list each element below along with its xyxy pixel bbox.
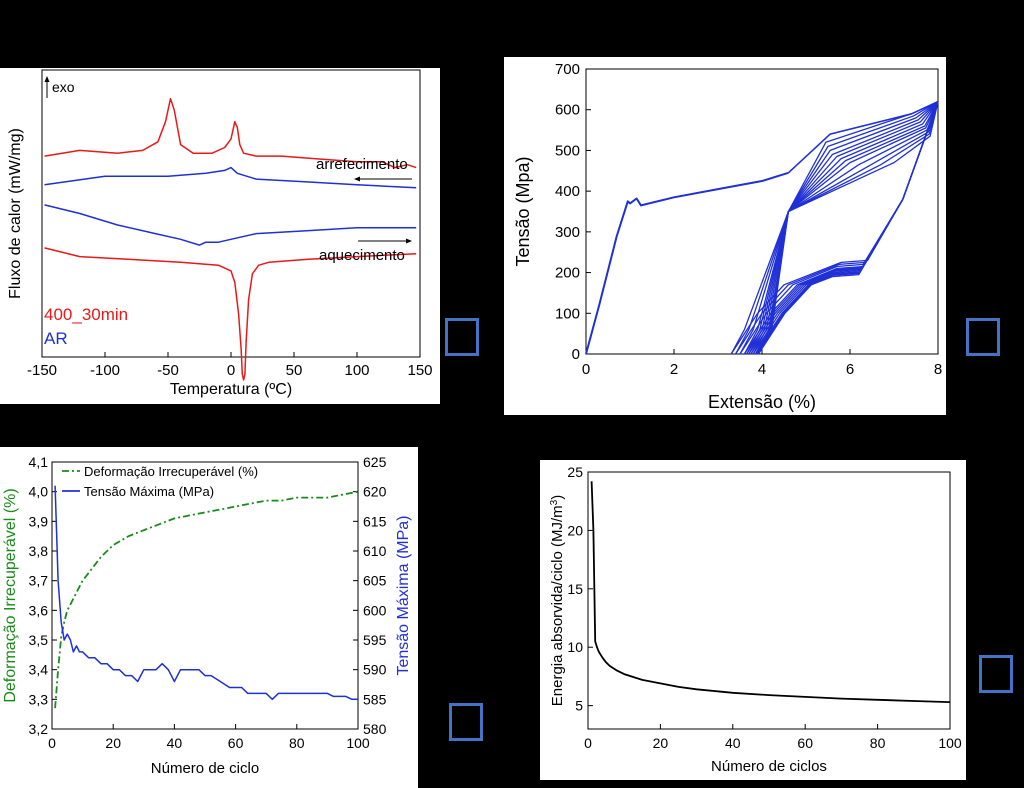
annotation-arrefecimento: arrefecimento <box>316 156 408 173</box>
y-tick-label: 300 <box>554 223 580 241</box>
panel-d-marker <box>979 655 1013 693</box>
y-tick-label: 400 <box>554 183 580 201</box>
x-tick-label: 40 <box>166 735 183 751</box>
y-tick-label: 3,4 <box>28 661 48 678</box>
y2-tick-label: 625 <box>363 454 387 470</box>
stress-strain-chart <box>504 57 946 415</box>
y2-tick-label: 580 <box>363 721 387 737</box>
x-tick-label: 40 <box>725 735 741 751</box>
y-tick-label: 3,5 <box>28 632 48 648</box>
y-tick-label: 10 <box>567 639 583 656</box>
panel-b-marker <box>966 318 1000 356</box>
y-tick-label: 3,6 <box>28 602 48 619</box>
x-tick-label: 0 <box>48 735 56 751</box>
legend-ar: AR <box>44 329 68 348</box>
dsc-chart <box>0 68 440 404</box>
y-tick-label: 15 <box>567 580 583 597</box>
x-tick-label: 8 <box>933 361 943 378</box>
y-tick-label: 500 <box>554 142 580 160</box>
x-tick-label: 150 <box>407 362 433 379</box>
y2-tick-label: 605 <box>363 572 387 589</box>
x-axis-label: Extensão (%) <box>707 392 817 412</box>
x-tick-label: 100 <box>938 735 962 751</box>
energy-chart <box>540 460 966 780</box>
heating-arrow-head <box>406 239 412 244</box>
legend-400-30min: 400_30min <box>44 305 129 324</box>
cycling-chart <box>0 447 418 788</box>
x-tick-label: 20 <box>652 735 669 751</box>
plot-frame <box>52 462 358 729</box>
y-axis-label: Energia absorvida/ciclo $(MJ/m^3)$ <box>548 494 566 707</box>
y-tick-label: 5 <box>575 697 583 714</box>
y2-tick-label: 620 <box>363 483 387 500</box>
y-tick-label: 100 <box>554 305 580 323</box>
x-tick-label: 100 <box>346 735 370 751</box>
x-tick-label: 2 <box>669 361 679 378</box>
y-tick-label: 3,9 <box>28 513 48 530</box>
x-tick-label: -100 <box>89 362 121 379</box>
x-tick-label: 60 <box>797 735 813 751</box>
x-axis-label: Temperatura (ºC) <box>169 381 293 398</box>
x-tick-label: 100 <box>344 362 370 379</box>
y-tick-label: 25 <box>567 464 583 480</box>
y-tick-label: 200 <box>554 264 580 282</box>
y2-tick-label: 610 <box>363 543 387 559</box>
y-tick-label: 600 <box>554 101 580 119</box>
y-tick-label: 3,7 <box>28 572 48 589</box>
y-tick-label: 3,3 <box>28 691 48 708</box>
x-tick-label: 0 <box>226 362 236 379</box>
y-tick-label: 3,8 <box>28 543 48 559</box>
x-tick-label: 80 <box>289 735 305 751</box>
dsc-panel <box>0 68 440 404</box>
annotation-exo: exo <box>52 79 75 95</box>
exo-arrow-head <box>45 76 50 82</box>
cycle-unload-0 <box>731 102 938 354</box>
annotation-aquecimento: aquecimento <box>319 247 405 264</box>
x-tick-label: 20 <box>105 735 121 751</box>
y2-tick-label: 590 <box>363 661 387 678</box>
x-tick-label: -50 <box>157 362 179 379</box>
cooling-arrow-head <box>354 177 360 182</box>
panel-c-marker <box>449 703 483 741</box>
x-tick-label: -150 <box>26 362 58 379</box>
y2-tick-label: 595 <box>363 632 387 648</box>
y2-tick-label: 615 <box>363 513 387 530</box>
energy-curve <box>592 481 950 702</box>
y-tick-label: 700 <box>554 61 580 78</box>
series-tensao-maxima <box>55 486 358 700</box>
legend-tensao: Tensão Máxima (MPa) <box>84 484 215 499</box>
plot-frame <box>588 472 950 729</box>
y2-axis-label: Tensão Máxima (MPa) <box>395 515 412 676</box>
y-tick-label: 0 <box>571 346 580 363</box>
y-tick-label: 4,1 <box>28 454 48 470</box>
y2-tick-label: 600 <box>363 602 387 619</box>
x-tick-label: 50 <box>285 362 303 379</box>
x-tick-label: 4 <box>757 361 767 378</box>
dsc-curve-2 <box>45 205 417 245</box>
y-tick-label: 4,0 <box>28 483 48 500</box>
x-axis-label: Número de ciclo <box>150 760 260 777</box>
x-tick-label: 0 <box>584 735 592 751</box>
legend-deformacao: Deformação Irrecuperável (%) <box>84 464 259 479</box>
energy-panel <box>540 460 966 780</box>
x-axis-label: Número de ciclos <box>711 758 827 775</box>
x-tick-label: 80 <box>869 735 886 751</box>
y2-tick-label: 585 <box>363 691 387 708</box>
y-tick-label: 3,2 <box>28 721 48 737</box>
y-axis-label: Tensão (Mpa) <box>513 156 533 267</box>
y-tick-label: 20 <box>567 522 583 539</box>
y-axis-label: Fluxo de calor (mW/mg) <box>7 128 24 299</box>
x-tick-label: 0 <box>581 361 591 378</box>
y-axis-label: Deformação Irrecuperável (%) <box>2 488 19 703</box>
stress-strain-panel <box>504 57 946 415</box>
x-tick-label: 6 <box>845 361 855 378</box>
panel-a-marker <box>445 318 479 356</box>
cycling-panel <box>0 447 418 788</box>
x-tick-label: 60 <box>227 735 244 751</box>
